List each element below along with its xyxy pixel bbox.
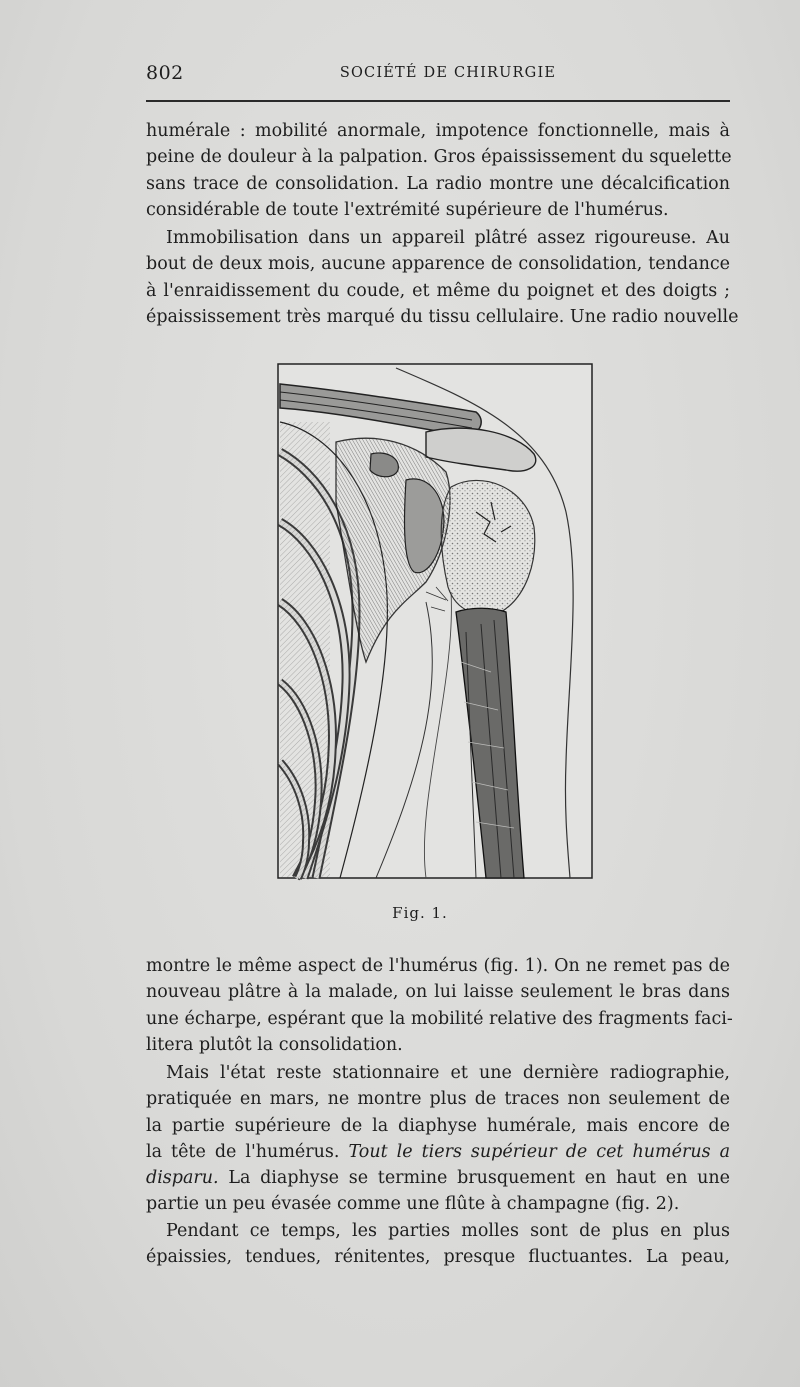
paragraph-1 (146, 118, 730, 223)
text-line: une écharpe, espérant que la mobilité relative des fragments faci- (146, 1008, 733, 1029)
text-line: considérable de toute l'extrémité supérieure de l'humérus. (146, 199, 669, 220)
figure-caption: Fig. 1. (392, 904, 448, 922)
paragraph-2 (146, 225, 739, 330)
text-segment: la tête de l'humérus. (146, 1141, 340, 1162)
text-line: peine de douleur à la palpation. Gros épaississement du squelette (146, 147, 732, 168)
text-line: à l'enraidissement du coude, et même du poignet et des doigts ; (146, 280, 730, 301)
paragraph-3 (146, 953, 733, 1058)
running-head: SOCIÉTÉ DE CHIRURGIE (339, 65, 557, 81)
italic-text: disparu. (146, 1168, 219, 1189)
text-line-with-italic (146, 1139, 730, 1165)
paragraph-4 (146, 1060, 730, 1218)
text-line: épaississement très marqué du tissu cellulaire. Une radio nouvelle (146, 306, 739, 327)
text-line: Pendant ce temps, les parties molles sont de plus en plus (166, 1221, 730, 1241)
page-number: 802 (146, 62, 184, 84)
text-line: sans trace de consolidation. La radio montre une décalcification (146, 173, 730, 194)
header-rule (146, 100, 730, 102)
text-line: Mais l'état reste stationnaire et une dernière radiographie, (166, 1063, 730, 1083)
text-line: litera plutôt la consolidation. (146, 1034, 403, 1055)
text-line: partie un peu évasée comme une flûte à champagne (fig. 2). (146, 1194, 680, 1215)
paragraph-5 (146, 1218, 730, 1271)
text-line: Immobilisation dans un appareil plâtré assez rigoureuse. Au (166, 228, 730, 248)
text-segment: La diaphyse se termine brusquement en haut en une (218, 1168, 730, 1189)
text-line: montre le même aspect de l'humérus (fig. 1). On ne remet pas de (146, 956, 730, 976)
italic-text: Tout le tiers supérieur de cet humérus a (348, 1141, 731, 1162)
text-line-with-italic (146, 1165, 730, 1191)
text-line: épaissies, tendues, rénitentes, presque fluctuantes. La peau, (146, 1247, 730, 1268)
text-line: nouveau plâtre à la malade, on lui laisse seulement le bras dans (146, 982, 730, 1003)
page-header (146, 62, 730, 90)
text-line: bout de deux mois, aucune apparence de consolidation, tendance (146, 254, 730, 275)
text-line: humérale : mobilité anormale, impotence fonctionnelle, mais à (146, 121, 730, 141)
shoulder-illustration (276, 362, 594, 882)
text-line: la partie supérieure de la diaphyse humérale, mais encore de (146, 1115, 730, 1136)
figure-1-shoulder-radiograph (276, 362, 594, 882)
text-line: pratiquée en mars, ne montre plus de traces non seulement de (146, 1089, 730, 1110)
